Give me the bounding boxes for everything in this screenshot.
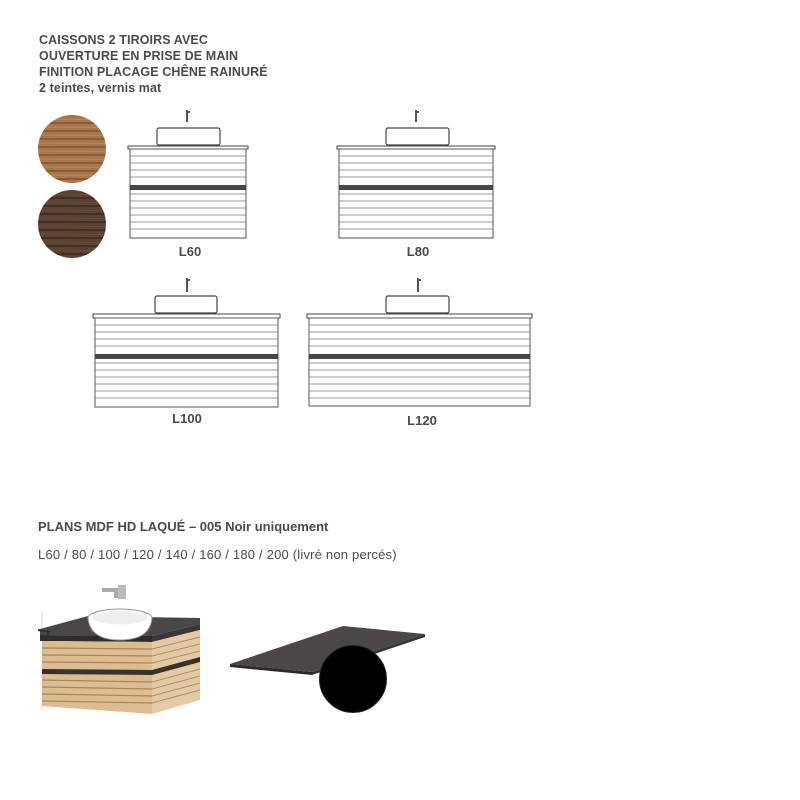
cabinet-l100-drawing bbox=[92, 276, 282, 426]
cabinet-l60-drawing bbox=[127, 108, 249, 259]
dark-oak-swatch bbox=[38, 190, 106, 258]
cabinet-l80-drawing bbox=[336, 108, 496, 259]
light-oak-swatch bbox=[38, 115, 106, 183]
cabinet-l60-label: L60 bbox=[178, 244, 202, 259]
cabinet-3d-illustration bbox=[30, 580, 210, 720]
cabinet-l80-label: L80 bbox=[406, 244, 430, 259]
noir-color-swatch bbox=[319, 645, 387, 713]
heading-line-1: CAISSONS 2 TIROIRS AVEC bbox=[39, 33, 208, 47]
plans-title: PLANS MDF HD LAQUÉ – 005 Noir uniquement bbox=[38, 519, 329, 534]
cabinet-l120-label: L120 bbox=[407, 413, 437, 428]
heading-line-3: FINITION PLACAGE CHÊNE RAINURÉ bbox=[39, 65, 268, 79]
heading-subline: 2 teintes, vernis mat bbox=[39, 81, 162, 95]
collection-heading bbox=[39, 32, 399, 96]
heading-line-2: OUVERTURE EN PRISE DE MAIN bbox=[39, 49, 239, 63]
plans-sizes: L60 / 80 / 100 / 120 / 140 / 160 / 180 / 200 (livré non percés) bbox=[38, 547, 397, 562]
cabinet-l100-label: L100 bbox=[172, 411, 202, 426]
cabinet-l120-drawing bbox=[306, 276, 534, 428]
